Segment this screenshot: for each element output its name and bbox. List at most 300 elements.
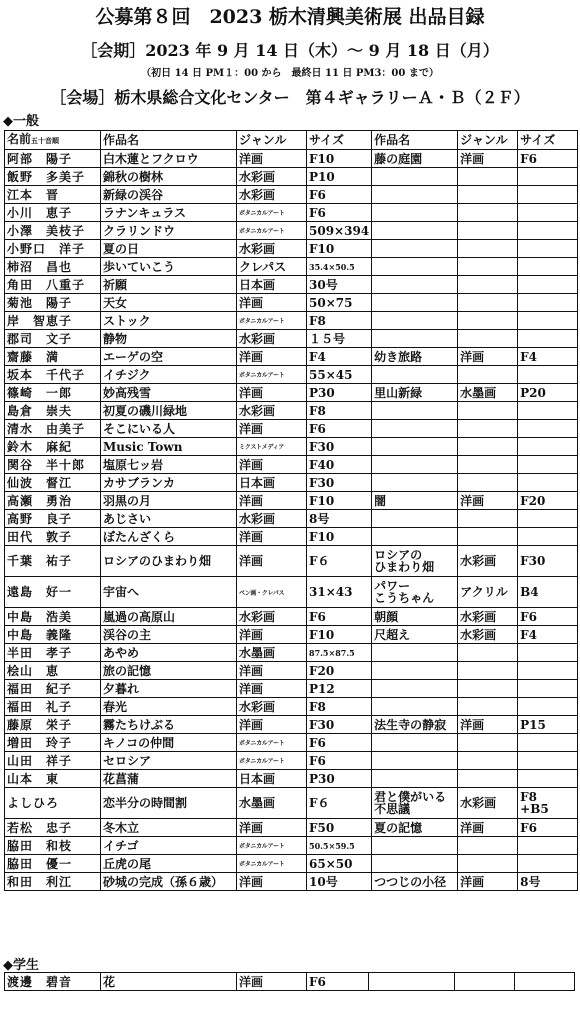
cell-title2 xyxy=(372,222,458,240)
cell-size: F10 xyxy=(307,150,372,168)
table-row xyxy=(5,492,578,510)
cell-title: 花 xyxy=(101,973,237,991)
cell-name: 遠島 好一 xyxy=(5,577,101,608)
cell-title: 羽黒の月 xyxy=(101,492,237,510)
cell-title: 花菖蒲 xyxy=(101,770,237,788)
cell-genre: 水彩画 xyxy=(237,330,307,348)
cell-genre: 日本画 xyxy=(237,276,307,294)
cell-name: 清水 由美子 xyxy=(5,420,101,438)
cell-title: エーゲの空 xyxy=(101,348,237,366)
cell-size2 xyxy=(518,734,578,752)
cell-title: 砂城の完成（孫６歳） xyxy=(101,873,237,891)
cell-size2: F4 xyxy=(518,626,578,644)
cell-genre: 洋画 xyxy=(237,626,307,644)
cell-genre: 洋画 xyxy=(237,873,307,891)
table-row xyxy=(5,662,578,680)
cell-genre: ボタニカルアート xyxy=(237,855,307,873)
cell-genre: 日本画 xyxy=(237,770,307,788)
cell-genre2 xyxy=(458,330,518,348)
cell-name: 飯野 多美子 xyxy=(5,168,101,186)
cell-size2: F8 +B5 xyxy=(518,788,578,819)
cell-genre2 xyxy=(455,973,515,991)
cell-genre: 水彩画 xyxy=(237,698,307,716)
cell-size: F8 xyxy=(307,698,372,716)
table-row xyxy=(5,420,578,438)
cell-genre2 xyxy=(458,186,518,204)
cell-genre: 洋画 xyxy=(237,528,307,546)
cell-title: イチゴ xyxy=(101,837,237,855)
cell-genre: ボタニカルアート xyxy=(237,752,307,770)
cell-size: F6 xyxy=(307,608,372,626)
cell-size: F30 xyxy=(307,474,372,492)
column-header-genre: ジャンル xyxy=(237,131,307,150)
table-row xyxy=(5,752,578,770)
cell-name: 山本 東 xyxy=(5,770,101,788)
cell-size2 xyxy=(518,402,578,420)
table-row xyxy=(5,788,578,819)
cell-genre2: 洋画 xyxy=(458,492,518,510)
cell-title: 静物 xyxy=(101,330,237,348)
cell-size: F6 xyxy=(307,186,372,204)
cell-genre2 xyxy=(458,402,518,420)
table-row xyxy=(5,528,578,546)
column-header-name: 名前五十音順 xyxy=(5,131,101,150)
cell-title: 冬木立 xyxy=(101,819,237,837)
cell-title2: 夏の記憶 xyxy=(372,819,458,837)
cell-title: 祈願 xyxy=(101,276,237,294)
exhibition-period: ［会期］2023 年 9 月 14 日（木）～ 9 月 18 日（月） xyxy=(81,41,499,60)
cell-title2 xyxy=(372,276,458,294)
cell-genre2 xyxy=(458,644,518,662)
cell-genre: 水彩画 xyxy=(237,240,307,258)
table-row xyxy=(5,734,578,752)
cell-genre: ボタニカルアート xyxy=(237,312,307,330)
cell-size2: F30 xyxy=(518,546,578,577)
cell-title: 白木蓮とフクロウ xyxy=(101,150,237,168)
cell-size: F30 xyxy=(307,438,372,456)
cell-title2 xyxy=(372,438,458,456)
cell-title: 渓谷の主 xyxy=(101,626,237,644)
cell-genre2 xyxy=(458,734,518,752)
cell-title: 旅の記憶 xyxy=(101,662,237,680)
cell-name: 阿部 陽子 xyxy=(5,150,101,168)
cell-size: F10 xyxy=(307,240,372,258)
period-note: （初日 14 日 PM１：00 から 最終日 11 日 PM3：00 まで） xyxy=(141,68,439,79)
cell-genre2 xyxy=(458,752,518,770)
cell-genre2: 洋画 xyxy=(458,819,518,837)
column-header-size: サイズ xyxy=(307,131,372,150)
cell-size: 55×45 xyxy=(307,366,372,384)
cell-genre2 xyxy=(458,294,518,312)
cell-name: よしひろ xyxy=(5,788,101,819)
cell-genre2: 水彩画 xyxy=(458,546,518,577)
cell-genre: ボタニカルアート xyxy=(237,837,307,855)
cell-size2 xyxy=(518,420,578,438)
cell-size2 xyxy=(518,510,578,528)
cell-size2: F4 xyxy=(518,348,578,366)
cell-size: F50 xyxy=(307,819,372,837)
cell-genre2 xyxy=(458,474,518,492)
cell-title: 歩いていこう xyxy=(101,258,237,276)
cell-title: ストック xyxy=(101,312,237,330)
cell-title: そこにいる人 xyxy=(101,420,237,438)
cell-name: 福田 紀子 xyxy=(5,680,101,698)
table-row xyxy=(5,240,578,258)
cell-size: 65×50 xyxy=(307,855,372,873)
cell-title2 xyxy=(372,644,458,662)
cell-genre: ペン画・クレパス xyxy=(237,577,307,608)
table-row xyxy=(5,644,578,662)
table-row xyxy=(5,510,578,528)
table-row xyxy=(5,366,578,384)
table-row xyxy=(5,716,578,734)
cell-genre2 xyxy=(458,276,518,294)
cell-title: キノコの仲間 xyxy=(101,734,237,752)
cell-size2 xyxy=(518,222,578,240)
cell-title2 xyxy=(372,258,458,276)
cell-title: 塩原七ッ岩 xyxy=(101,456,237,474)
cell-genre2: 洋画 xyxy=(458,873,518,891)
cell-title: 天女 xyxy=(101,294,237,312)
cell-genre: 洋画 xyxy=(237,294,307,312)
cell-genre2 xyxy=(458,680,518,698)
cell-name: 菊池 陽子 xyxy=(5,294,101,312)
cell-name: 鈴木 麻紀 xyxy=(5,438,101,456)
cell-size: F10 xyxy=(307,528,372,546)
cell-genre: 水彩画 xyxy=(237,168,307,186)
cell-size: P30 xyxy=(307,770,372,788)
cell-name: 齋藤 満 xyxy=(5,348,101,366)
cell-size2 xyxy=(515,973,575,991)
cell-name: 角田 八重子 xyxy=(5,276,101,294)
cell-title: Music Town xyxy=(101,438,237,456)
cell-genre: 水墨画 xyxy=(237,788,307,819)
cell-size: １５号 xyxy=(307,330,372,348)
cell-size2 xyxy=(518,294,578,312)
cell-title2 xyxy=(372,510,458,528)
cell-title2: 藤の庭園 xyxy=(372,150,458,168)
cell-title: 嵐過の高原山 xyxy=(101,608,237,626)
table-row xyxy=(5,770,578,788)
table-row xyxy=(5,546,578,577)
cell-genre: 洋画 xyxy=(237,716,307,734)
cell-title: 恋半分の時間割 xyxy=(101,788,237,819)
cell-genre: 水彩画 xyxy=(237,186,307,204)
table-row xyxy=(5,438,578,456)
cell-size: F20 xyxy=(307,662,372,680)
cell-title: イチジク xyxy=(101,366,237,384)
cell-name: 若松 忠子 xyxy=(5,819,101,837)
cell-title2 xyxy=(372,330,458,348)
cell-size2 xyxy=(518,837,578,855)
cell-size2 xyxy=(518,168,578,186)
table-row xyxy=(5,855,578,873)
cell-title2: 幼き旅路 xyxy=(372,348,458,366)
cell-genre2 xyxy=(458,456,518,474)
table-row xyxy=(5,819,578,837)
catalog-title: 公募第８回 2023 栃木清興美術展 出品目録 xyxy=(95,6,485,28)
cell-size: F6 xyxy=(307,973,369,991)
cell-name: 藤原 栄子 xyxy=(5,716,101,734)
cell-size2 xyxy=(518,770,578,788)
cell-size2 xyxy=(518,644,578,662)
table-row xyxy=(5,456,578,474)
cell-genre: 水彩画 xyxy=(237,402,307,420)
cell-size: F６ xyxy=(307,788,372,819)
cell-name: 坂本 千代子 xyxy=(5,366,101,384)
cell-name: 仙波 督江 xyxy=(5,474,101,492)
cell-name: 江本 晋 xyxy=(5,186,101,204)
cell-size2 xyxy=(518,698,578,716)
cell-size: 509×394 xyxy=(307,222,372,240)
cell-title2 xyxy=(372,474,458,492)
cell-title2: 朝顔 xyxy=(372,608,458,626)
cell-size: P12 xyxy=(307,680,372,698)
cell-size2 xyxy=(518,204,578,222)
cell-title2: つつじの小径 xyxy=(372,873,458,891)
cell-genre2 xyxy=(458,168,518,186)
cell-title2: 里山新緑 xyxy=(372,384,458,402)
cell-genre: ボタニカルアート xyxy=(237,204,307,222)
cell-genre2 xyxy=(458,662,518,680)
cell-genre: 洋画 xyxy=(237,420,307,438)
cell-size: 87.5×87.5 xyxy=(307,644,372,662)
cell-name: 脇田 和枝 xyxy=(5,837,101,855)
cell-size: F6 xyxy=(307,752,372,770)
cell-title: 春光 xyxy=(101,698,237,716)
cell-name: 郡司 文子 xyxy=(5,330,101,348)
cell-size: 50.5×59.5 xyxy=(307,837,372,855)
cell-name: 関谷 半十郎 xyxy=(5,456,101,474)
cell-genre: 洋画 xyxy=(237,973,307,991)
cell-genre: 洋画 xyxy=(237,492,307,510)
cell-size2: 8号 xyxy=(518,873,578,891)
general-entries-body xyxy=(5,150,578,891)
table-row xyxy=(5,402,578,420)
cell-genre: 洋画 xyxy=(237,546,307,577)
cell-size2 xyxy=(518,258,578,276)
cell-genre2 xyxy=(458,204,518,222)
table-row xyxy=(5,626,578,644)
cell-genre2: 洋画 xyxy=(458,150,518,168)
cell-size2 xyxy=(518,186,578,204)
cell-title2: 尺超え xyxy=(372,626,458,644)
cell-title: セロシア xyxy=(101,752,237,770)
cell-size: F10 xyxy=(307,492,372,510)
table-row xyxy=(5,150,578,168)
cell-name: 和田 利江 xyxy=(5,873,101,891)
cell-size2 xyxy=(518,528,578,546)
cell-name: 高野 良子 xyxy=(5,510,101,528)
cell-genre: 洋画 xyxy=(237,150,307,168)
cell-title: クラリンドウ xyxy=(101,222,237,240)
table-row xyxy=(5,837,578,855)
cell-size2 xyxy=(518,456,578,474)
cell-size2 xyxy=(518,680,578,698)
cell-title2 xyxy=(372,698,458,716)
cell-name: 小野口 洋子 xyxy=(5,240,101,258)
cell-name: 田代 敦子 xyxy=(5,528,101,546)
cell-name: 福田 礼子 xyxy=(5,698,101,716)
table-row xyxy=(5,258,578,276)
cell-name: 千葉 祐子 xyxy=(5,546,101,577)
cell-name: 増田 玲子 xyxy=(5,734,101,752)
cell-size2 xyxy=(518,240,578,258)
cell-genre: 洋画 xyxy=(237,680,307,698)
cell-genre2 xyxy=(458,528,518,546)
cell-title2 xyxy=(372,312,458,330)
table-row xyxy=(5,973,575,991)
cell-size: F40 xyxy=(307,456,372,474)
column-header-title2: 作品名 xyxy=(372,131,458,150)
cell-name: 渡邊 碧音 xyxy=(5,973,101,991)
cell-name: 小川 恵子 xyxy=(5,204,101,222)
cell-name: 脇田 優一 xyxy=(5,855,101,873)
table-row xyxy=(5,680,578,698)
cell-genre: ボタニカルアート xyxy=(237,222,307,240)
table-row xyxy=(5,474,578,492)
cell-size: F8 xyxy=(307,312,372,330)
cell-size: 10号 xyxy=(307,873,372,891)
cell-title: 妙高残雪 xyxy=(101,384,237,402)
cell-title2: パワー こうちゃん xyxy=(372,577,458,608)
cell-genre: ボタニカルアート xyxy=(237,734,307,752)
cell-title: 錦秋の樹林 xyxy=(101,168,237,186)
cell-genre2 xyxy=(458,438,518,456)
cell-title2 xyxy=(372,752,458,770)
cell-genre2: 水彩画 xyxy=(458,788,518,819)
cell-name: 中島 浩美 xyxy=(5,608,101,626)
cell-genre: 洋画 xyxy=(237,456,307,474)
cell-title: 夕暮れ xyxy=(101,680,237,698)
cell-size2 xyxy=(518,366,578,384)
cell-genre: 洋画 xyxy=(237,348,307,366)
cell-size: F6 xyxy=(307,420,372,438)
cell-size: P10 xyxy=(307,168,372,186)
cell-name: 島倉 崇夫 xyxy=(5,402,101,420)
cell-title2 xyxy=(372,680,458,698)
cell-size: 30号 xyxy=(307,276,372,294)
cell-title: あやめ xyxy=(101,644,237,662)
cell-genre: 洋画 xyxy=(237,384,307,402)
cell-size: P30 xyxy=(307,384,372,402)
table-row xyxy=(5,294,578,312)
cell-title2 xyxy=(372,855,458,873)
cell-title: ラナンキュラス xyxy=(101,204,237,222)
cell-title2 xyxy=(372,662,458,680)
cell-title: 初夏の磯川緑地 xyxy=(101,402,237,420)
cell-size2: F6 xyxy=(518,150,578,168)
table-row xyxy=(5,204,578,222)
cell-size: F8 xyxy=(307,402,372,420)
cell-size2 xyxy=(518,276,578,294)
cell-genre2 xyxy=(458,312,518,330)
cell-title: 新緑の渓谷 xyxy=(101,186,237,204)
table-row xyxy=(5,168,578,186)
cell-size2: P15 xyxy=(518,716,578,734)
cell-title: カサブランカ xyxy=(101,474,237,492)
cell-genre2: 洋画 xyxy=(458,716,518,734)
table-row xyxy=(5,608,578,626)
table-row xyxy=(5,698,578,716)
cell-title: ぼたんざくら xyxy=(101,528,237,546)
cell-genre2 xyxy=(458,698,518,716)
table-row xyxy=(5,312,578,330)
table-row xyxy=(5,330,578,348)
cell-name: 半田 孝子 xyxy=(5,644,101,662)
cell-title: 霧たちけぶる xyxy=(101,716,237,734)
cell-title2: ロシアの ひまわり畑 xyxy=(372,546,458,577)
cell-title: あじさい xyxy=(101,510,237,528)
cell-title2: 君と僕がいる 不思議 xyxy=(372,788,458,819)
cell-genre2: 水彩画 xyxy=(458,608,518,626)
cell-genre: 日本画 xyxy=(237,474,307,492)
cell-title2: 法生寺の静寂 xyxy=(372,716,458,734)
cell-title: 宇宙へ xyxy=(101,577,237,608)
cell-size2 xyxy=(518,855,578,873)
cell-genre2 xyxy=(458,510,518,528)
cell-title2 xyxy=(372,456,458,474)
table-row xyxy=(5,276,578,294)
cell-size2 xyxy=(518,312,578,330)
cell-title: 丘虎の尾 xyxy=(101,855,237,873)
cell-size: F6 xyxy=(307,734,372,752)
cell-size2 xyxy=(518,752,578,770)
cell-genre2 xyxy=(458,258,518,276)
cell-size2 xyxy=(518,474,578,492)
cell-size: 31×43 xyxy=(307,577,372,608)
table-header-row xyxy=(5,131,578,150)
cell-title2 xyxy=(372,420,458,438)
cell-title2 xyxy=(372,734,458,752)
cell-title2 xyxy=(372,366,458,384)
cell-title2 xyxy=(372,168,458,186)
cell-title: ロシアのひまわり畑 xyxy=(101,546,237,577)
cell-size2: B4 xyxy=(518,577,578,608)
cell-title2 xyxy=(369,973,455,991)
cell-title2 xyxy=(372,294,458,312)
cell-size: F30 xyxy=(307,716,372,734)
cell-name: 篠崎 一郎 xyxy=(5,384,101,402)
cell-title2 xyxy=(372,204,458,222)
cell-genre: 水墨画 xyxy=(237,644,307,662)
cell-genre: ボタニカルアート xyxy=(237,366,307,384)
cell-name: 柿沼 昌也 xyxy=(5,258,101,276)
cell-title2 xyxy=(372,402,458,420)
cell-size: 35.4×50.5 xyxy=(307,258,372,276)
column-header-title: 作品名 xyxy=(101,131,237,150)
cell-title2 xyxy=(372,837,458,855)
cell-size2: P20 xyxy=(518,384,578,402)
cell-size: 8号 xyxy=(307,510,372,528)
general-entries-table xyxy=(4,130,578,891)
cell-size: F4 xyxy=(307,348,372,366)
cell-genre2 xyxy=(458,855,518,873)
cell-genre2: 水墨画 xyxy=(458,384,518,402)
cell-name: 山田 祥子 xyxy=(5,752,101,770)
table-row xyxy=(5,348,578,366)
cell-genre: 洋画 xyxy=(237,819,307,837)
cell-genre2: アクリル xyxy=(458,577,518,608)
section-student-heading: ◆学生 xyxy=(3,958,39,973)
cell-name: 小澤 美枝子 xyxy=(5,222,101,240)
table-row xyxy=(5,873,578,891)
cell-size2: F6 xyxy=(518,608,578,626)
cell-size2 xyxy=(518,662,578,680)
cell-size2 xyxy=(518,330,578,348)
cell-genre2 xyxy=(458,837,518,855)
cell-genre: ミクストメディア xyxy=(237,438,307,456)
